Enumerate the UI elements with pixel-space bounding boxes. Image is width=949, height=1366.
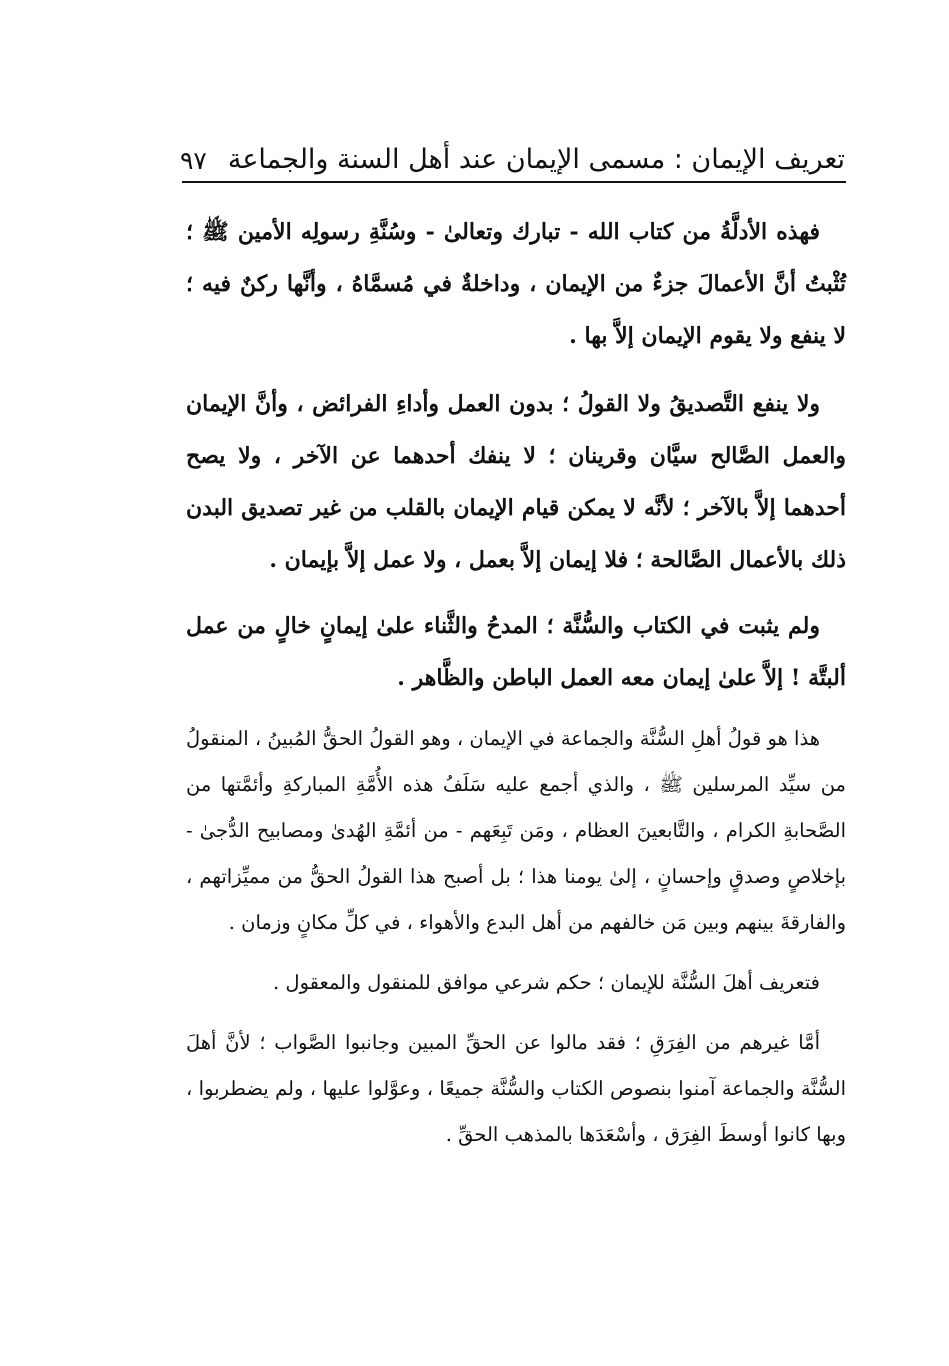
paragraph: ولا ينفع التَّصديقُ ولا القولُ ؛ بدون العمل وأداءِ الفرائض ، وأنَّ الإيمان والعمل الصَّالح سيَّان وقرينان ؛ لا ينفك أحدهما عن الآخر ، ولا يصح أحدهما إلاَّ بالآخر ؛ لأنَّه لا يمكن قيام الإيمان بالقلب من غير تصديق البدن ذلك بالأعمال الصَّالحة ؛ فلا إيمان إلاَّ بعمل ، ولا عمل إلاَّ بإيمان . (186, 391, 846, 573)
running-header (180, 142, 845, 182)
paragraph: فهذه الأدلَّةُ من كتاب الله - تبارك وتعالىٰ - وسُنَّةِ رسولِه الأمين ﷺ ؛ تُثْبتُ أنَّ الأعمالَ جزءٌ من الإيمان ، وداخلةٌ في مُسمَّاهُ ، وأنَّها ركنٌ فيه ؛ لا ينفع ولا يقوم الإيمان إلاَّ بها . (186, 219, 846, 349)
paragraph: ولم يثبت في الكتاب والسُّنَّة ؛ المدحُ والثَّناء علىٰ إيمانٍ خالٍ من عمل ألبتَّة ! إلاَّ علىٰ إيمان معه العمل الباطن والظَّاهر . (186, 613, 846, 691)
paragraph: أمَّا غيرهم من الفِرَقِ ؛ فقد مالوا عن الحقِّ المبين وجانبوا الصَّواب ؛ لأنَّ أهلَ السُّنَّة والجماعة آمنوا بنصوص الكتاب والسُّنَّة جميعًا ، وعوَّلوا عليها ، ولم يضطربوا ، وبها كانوا أوسطَ الفِرَق ، وأسْعَدَها بالمذهب الحقِّ . (186, 1031, 846, 1146)
paragraph: فتعريف أهلَ السُّنَّة للإيمان ؛ حكم شرعي موافق للمنقول والمعقول . (273, 971, 820, 994)
paragraph: هذا هو قولُ أهلِ السُّنَّة والجماعة في الإيمان ، وهو القولُ الحقُّ المُبينُ ، المنقولُ من سيِّد المرسلين ﷺ ، والذي أجمع عليه سَلَفُ هذه الأُمَّةِ المباركةِ وأئمَّتها من الصَّحابةِ الكرام ، والتَّابعينَ العظام ، ومَن تَبِعَهم - من أئمَّةِ الهُدىٰ ومصابيح الدُّجىٰ - بإخلاصٍ وصدقٍ وإحسانٍ ، إلىٰ يومنا هذا ؛ بل أصبح هذا القولُ الحقُّ من مميِّزاتهم ، والفارقةَ بينهم وبين مَن خالفهم من أهل البدع والأهواء ، في كلِّ مكانٍ وزمان . (186, 727, 846, 934)
header-divider (182, 181, 846, 183)
running-header-title: تعريف الإيمان : مسمى الإيمان عند أهل السنة والجماعة (227, 144, 845, 175)
page-number: ٩٧ (180, 146, 207, 175)
page-body (186, 206, 846, 1158)
